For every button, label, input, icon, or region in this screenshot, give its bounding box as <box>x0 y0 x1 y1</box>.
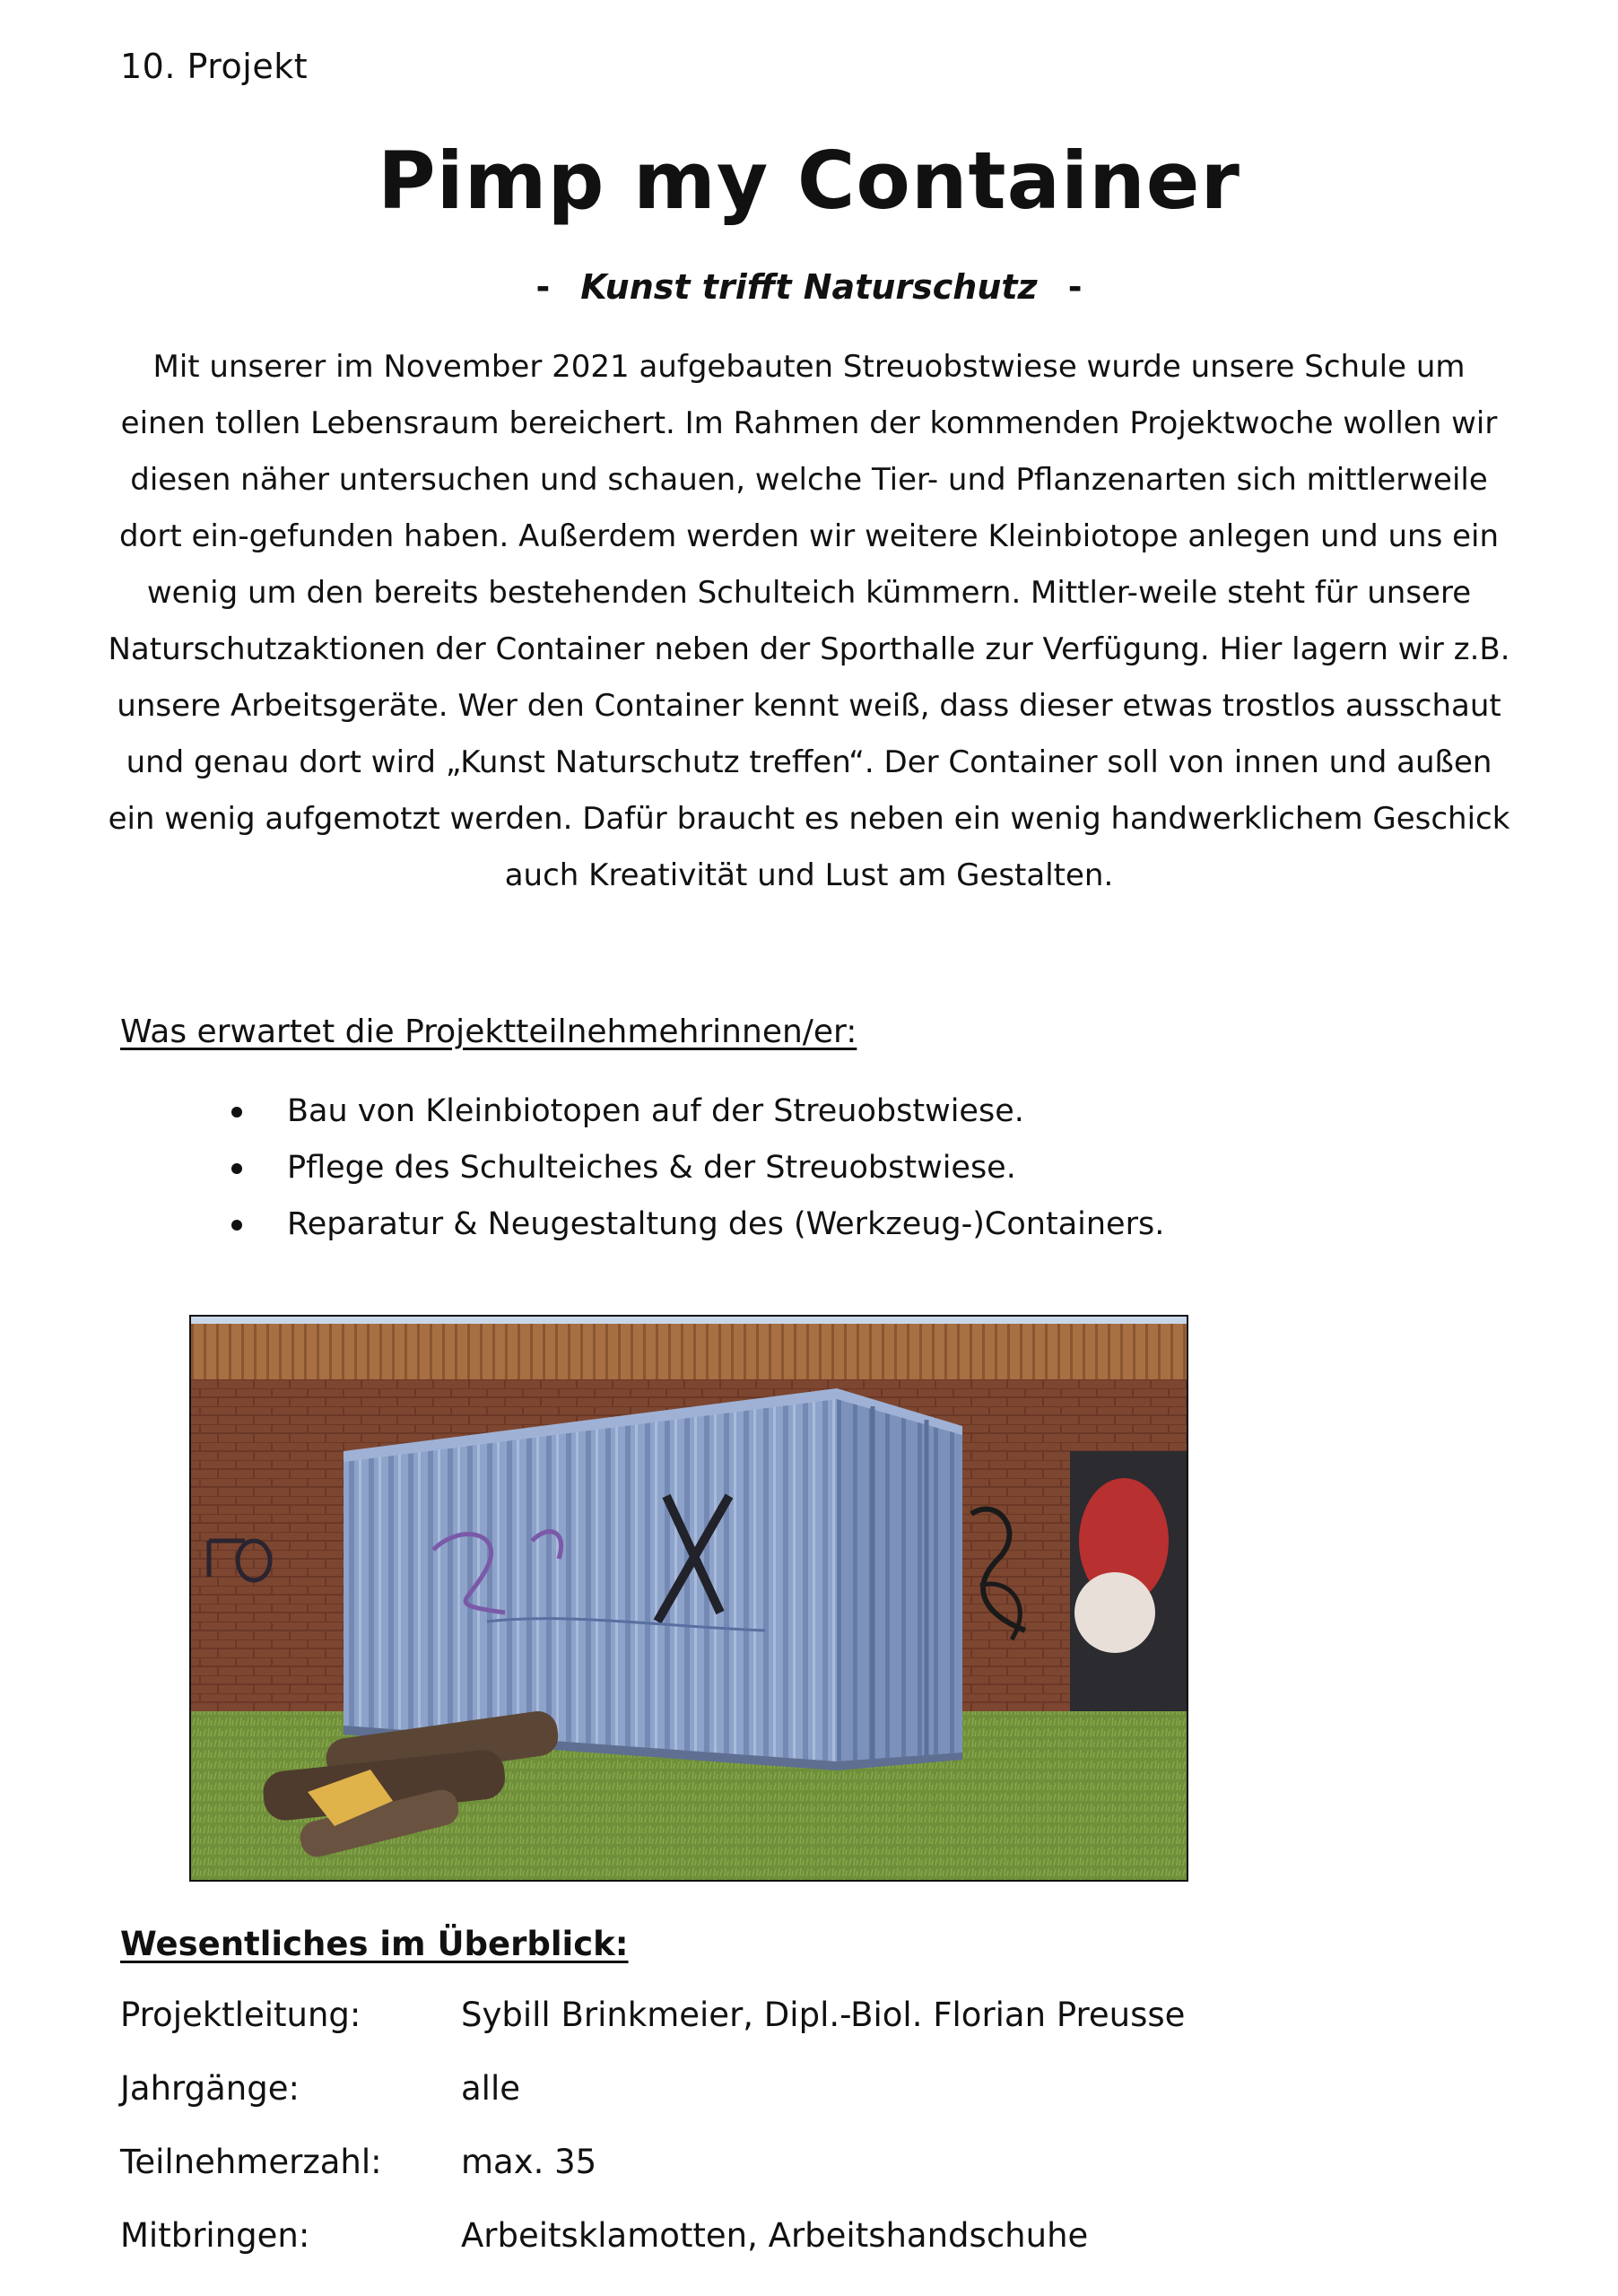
fact-label: Mitbringen: <box>120 2216 310 2255</box>
bullet-icon <box>231 1107 242 1118</box>
fact-value: alle <box>461 2069 520 2108</box>
page-title: Pimp my Container <box>378 135 1240 227</box>
project-number: 10. Projekt <box>120 47 309 86</box>
list-item <box>231 1140 1164 1196</box>
fact-label: Projektleitung: <box>120 1996 361 2034</box>
container-photo-illustration <box>191 1317 1187 1880</box>
subtitle <box>0 267 1618 307</box>
list-item <box>231 1083 1164 1140</box>
subtitle-dash-right: - <box>1067 267 1083 307</box>
container-photo <box>189 1315 1188 1882</box>
subtitle-text: Kunst trifft Naturschutz <box>580 267 1038 307</box>
intro-paragraph: Mit unserer im November 2021 aufgebauten Streuobstwiese wurde unsere Schule um einen tollen Lebensraum bereichert. Im Rahmen der kommenden Projektwoche wollen wir diesen näher untersuchen und schauen, welche Tier- und Pflanzenarten sich mittlerweile dort ein-gefunden haben. Außerdem werden wir weitere Kleinbiotope anlegen und uns ein wenig um den bereits bestehenden Schulteich kümmern. Mittler-weile steht für unsere Naturschutzaktionen der Container neben der Sporthalle zur Verfügung. Hier lagern wir z.B. unsere Arbeitsgeräte. Wer den Container kennt weiß, dass dieser etwas trostlos ausschaut und genau dort wird „Kunst Naturschutz treffen“. Der Container soll von innen und außen ein wenig aufgemotzt werden. Dafür braucht es neben ein wenig handwerklichem Geschick auch Kreativität und Lust am Gestalten. <box>108 349 1510 893</box>
bullet-icon <box>231 1220 242 1231</box>
fact-value: Sybill Brinkmeier, Dipl.-Biol. Florian Preusse <box>461 1996 1186 2034</box>
subtitle-dash-left: - <box>535 267 551 307</box>
list-item <box>231 1196 1164 1253</box>
list-item-text: Pflege des Schulteiches & der Streuobstwiese. <box>287 1150 1016 1186</box>
list-item-text: Reparatur & Neugestaltung des (Werkzeug-)Containers. <box>287 1206 1165 1242</box>
overview-heading: Wesentliches im Überblick: <box>120 1925 629 1963</box>
fact-value: max. 35 <box>461 2143 597 2181</box>
expectations-list <box>231 1083 1164 1253</box>
fact-value: Arbeitsklamotten, Arbeitshandschuhe <box>461 2216 1089 2255</box>
expectations-heading: Was erwartet die Projektteilnehmehrinnen/er: <box>120 1013 857 1050</box>
fact-label: Jahrgänge: <box>120 2069 300 2108</box>
fact-label: Teilnehmerzahl: <box>120 2143 382 2181</box>
bullet-icon <box>231 1163 242 1174</box>
list-item-text: Bau von Kleinbiotopen auf der Streuobstwiese. <box>287 1093 1024 1129</box>
